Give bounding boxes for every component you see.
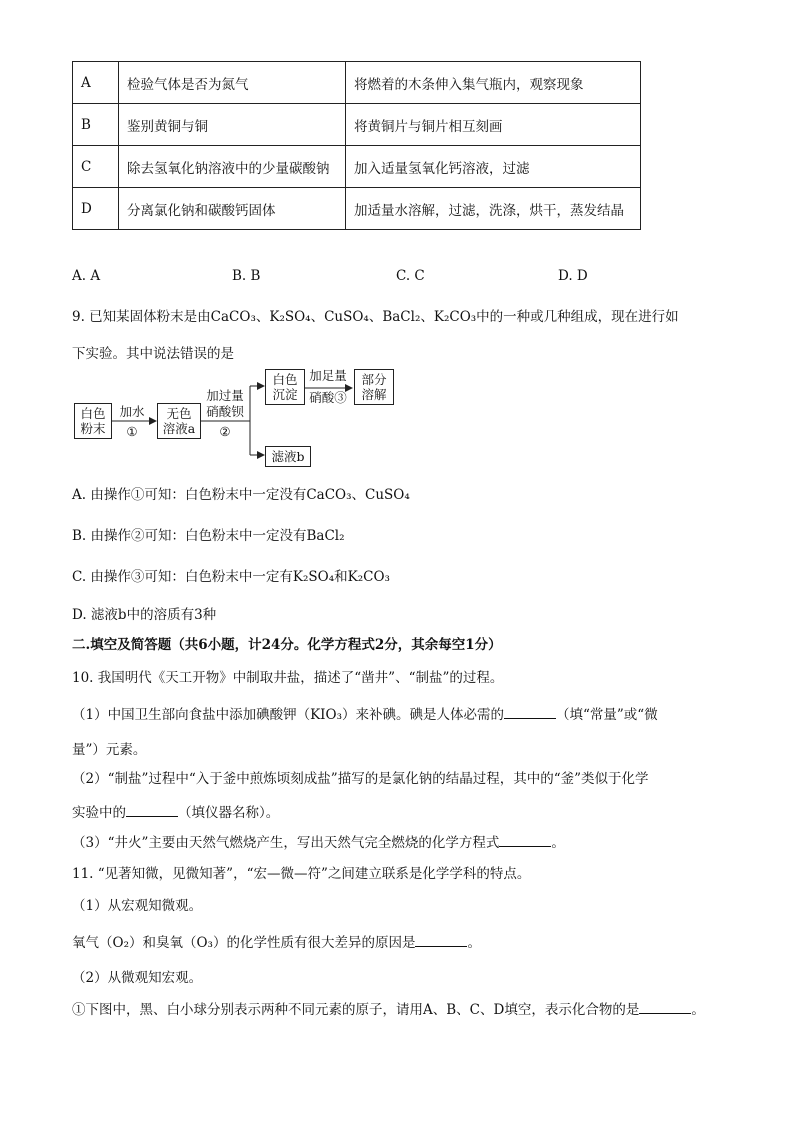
box-solution-a: 无色 溶液a: [157, 403, 201, 439]
row-purpose: 检验气体是否为氮气: [119, 62, 346, 104]
q10-p1-hint: （填“常量”或“微: [556, 707, 658, 723]
row-purpose: 鉴别黄铜与铜: [119, 104, 346, 146]
q9-stem-formulas: CaCO₃、K₂SO₄、CuSO₄、BaCl₂、K₂CO₃: [210, 309, 477, 325]
label-add-barium-nitrate: 加过量 硝酸钡: [206, 388, 244, 419]
q9-stem-line2: 下实验。其中说法错误的是: [72, 346, 234, 362]
q8-choice-d[interactable]: D. D: [558, 268, 588, 284]
row-letter: B: [73, 104, 119, 146]
row-method: 将燃着的木条伸入集气瓶内，观察现象: [346, 62, 641, 104]
box-partially-dissolved: 部分 溶解: [354, 369, 394, 405]
q10-p2-hint: （填仪器名称）。: [178, 805, 280, 821]
row-purpose: 除去氢氧化钠溶液中的少量碳酸钠: [119, 146, 346, 188]
q11-part2-question: [72, 998, 705, 1018]
q11-part1-question: [72, 931, 481, 951]
q10-p1-blank[interactable]: [504, 706, 556, 719]
row-letter: C: [73, 146, 119, 188]
q10-part1-cont: 量”）元素。: [72, 742, 147, 758]
section-2-title: 二.填空及简答题（共6小题，计24分。化学方程式2分，其余每空1分）: [72, 637, 502, 653]
q11-part1: （1）从宏观知微观。: [72, 898, 203, 914]
row-letter: A: [73, 62, 119, 104]
q11-p1-text: 氧气（O₂）和臭氧（O₃）的化学性质有很大差异的原因是: [72, 935, 416, 951]
q8-choice-a[interactable]: A. A: [72, 268, 101, 284]
box-white-precipitate: 白色 沉淀: [265, 369, 305, 405]
row-purpose: 分离氯化钠和碳酸钙固体: [119, 188, 346, 230]
q11-p1-blank[interactable]: [415, 934, 467, 947]
q10-p3-blank[interactable]: [499, 834, 551, 847]
q10-stem: 10. 我国明代《天工开物》中制取井盐，描述了“凿井”、“制盐”的过程。: [72, 670, 504, 686]
q10-p2-text: 实验中的: [72, 805, 126, 821]
box-white-powder: 白色 粉末: [74, 403, 112, 439]
q9-stem-post: 中的一种或几种组成，现在进行如: [476, 309, 679, 325]
row-letter: D: [73, 188, 119, 230]
row-method: 加适量水溶解，过滤，洗涤，烘干，蒸发结晶: [346, 188, 641, 230]
q10-part1: [72, 703, 658, 723]
q11-part2: （2）从微观知宏观。: [72, 970, 203, 986]
label-step-2: ②: [219, 424, 231, 439]
label-add-water: 加水: [119, 404, 145, 419]
label-step-1: ①: [126, 424, 138, 439]
q10-p3-text: （3）“井火”主要由天然气燃烧产生，写出天然气完全燃烧的化学方程式: [72, 835, 500, 851]
q11-p1-end: 。: [467, 935, 481, 951]
q9-stem-pre: 9. 已知某固体粉末是由: [72, 309, 211, 325]
q9-option-a[interactable]: A. 由操作①可知：白色粉末中一定没有CaCO₃、CuSO₄: [72, 487, 410, 503]
q11-p2-blank[interactable]: [639, 1001, 691, 1014]
q10-p2-blank[interactable]: [126, 804, 178, 817]
q8-choice-c[interactable]: C. C: [396, 268, 425, 284]
q11-stem: 11. “见著知微，见微知著”，“宏—微—符”之间建立联系是化学学科的特点。: [72, 866, 531, 882]
label-step-3: 硝酸③: [309, 390, 347, 405]
q10-part2: （2）“制盐”过程中“入于釜中煎炼顷刻成盐”描写的是氯化钠的结晶过程，其中的“釜”类似于化学: [72, 771, 649, 787]
q11-p2-text: ①下图中，黑、白小球分别表示两种不同元素的原子，请用A、B、C、D填空，表示化合物的是: [72, 1002, 640, 1018]
q11-p2-end: 。: [691, 1002, 705, 1018]
row-method: 将黄铜片与铜片相互刻画: [346, 104, 641, 146]
q10-p1-text: （1）中国卫生部向食盐中添加碘酸钾（KIO₃）来补碘。碘是人体必需的: [72, 707, 504, 723]
q9-option-b[interactable]: B. 由操作②可知：白色粉末中一定没有BaCl₂: [72, 528, 345, 544]
q9-option-c[interactable]: C. 由操作③可知：白色粉末中一定有K₂SO₄和K₂CO₃: [72, 569, 390, 585]
q10-p3-end: 。: [551, 835, 565, 851]
q9-option-d[interactable]: D. 滤液b中的溶质有3种: [72, 607, 217, 623]
row-method: 加入适量氢氧化钙溶液，过滤: [346, 146, 641, 188]
q10-part3: [72, 831, 565, 851]
q8-choice-b[interactable]: B. B: [232, 268, 261, 284]
q10-part2-cont: [72, 801, 279, 821]
label-add-acid: 加足量: [309, 368, 347, 383]
box-filtrate-b: 滤液b: [265, 446, 311, 467]
